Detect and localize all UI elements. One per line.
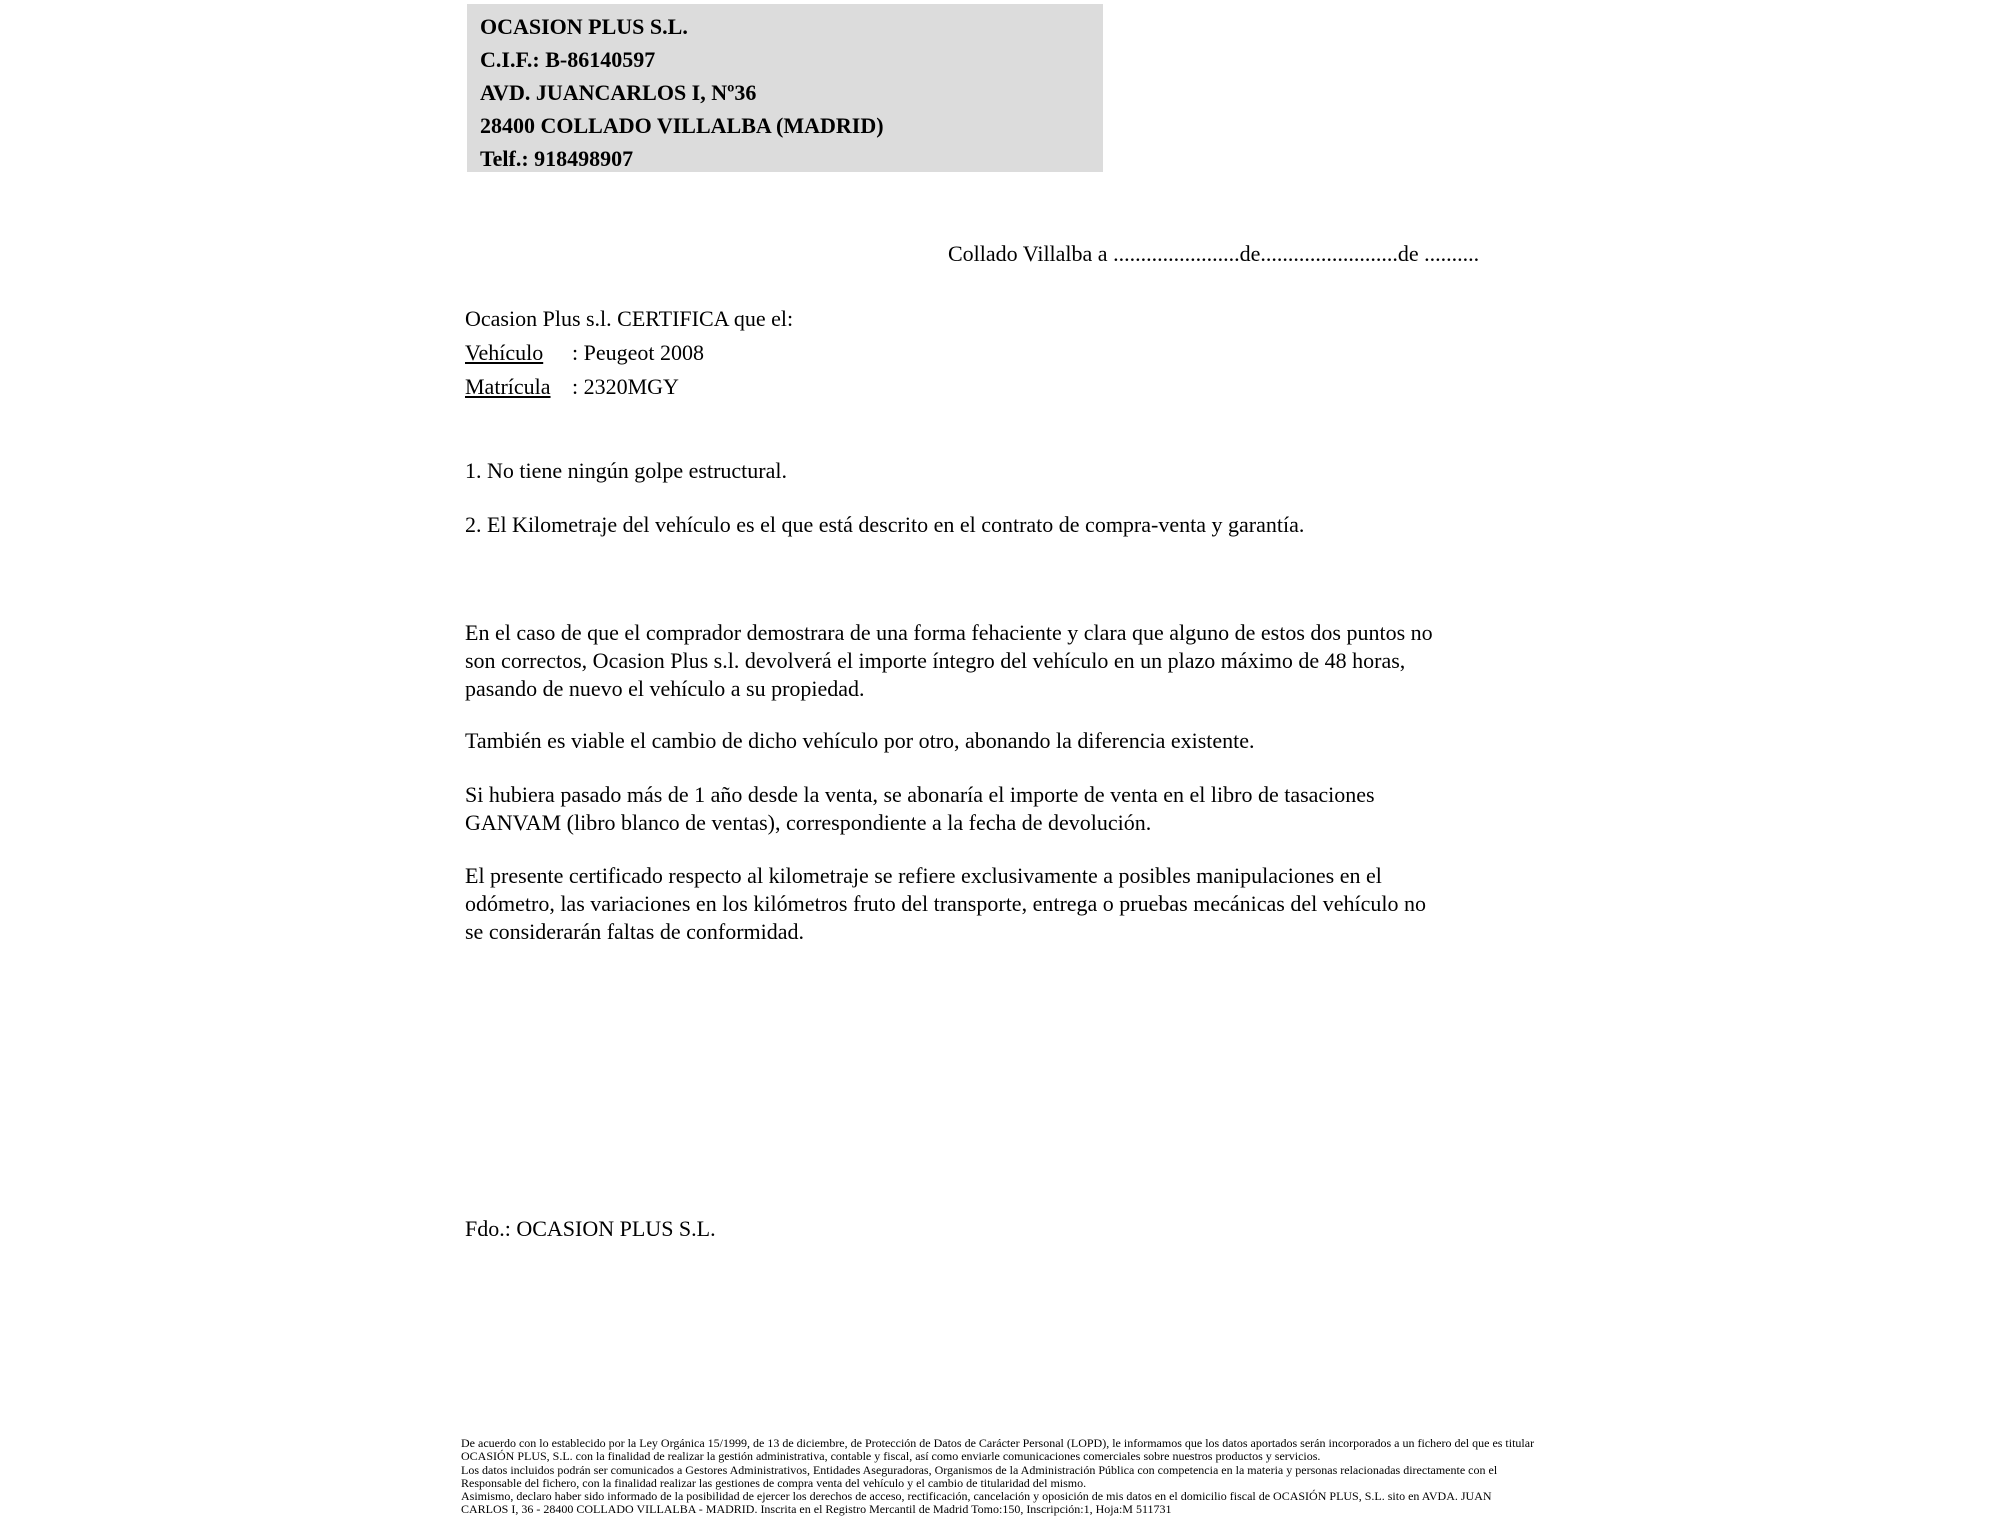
legal-line: Responsable del fichero, con la finalidad realizar las gestiones de compra venta del vehículo y el cambio de titularidad del mismo. xyxy=(461,1475,1087,1490)
paragraph-refund xyxy=(465,619,1433,703)
legal-line: CARLOS I, 36 - 28400 COLLADO VILLALBA - MADRID. Inscrita en el Registro Mercantil de Madrid Tomo:150, Inscripción:1, Hoja:M 511731 xyxy=(461,1502,1172,1517)
legal-line: Asimismo, declaro haber sido informado de la posibilidad de ejercer los derechos de acceso, rectificación, cancelación y oposición de mis datos en el domicilio fiscal de OCASIÓN PLUS, S.L. sito en AVDA. JUAN xyxy=(461,1489,1492,1504)
paragraph-refund-line: En el caso de que el comprador demostrara de una forma fehaciente y clara que alguno de estos dos puntos no xyxy=(465,620,1433,645)
paragraph-odometer xyxy=(465,862,1426,946)
paragraph-exchange-line: También es viable el cambio de dicho vehículo por otro, abonando la diferencia existente. xyxy=(465,728,1255,753)
date-line: Collado Villalba a .......................de.........................de .......... xyxy=(948,241,1480,266)
plate-label: Matrícula xyxy=(465,374,551,399)
plate-value: : 2320MGY xyxy=(572,374,679,399)
paragraph-ganvam-line: Si hubiera pasado más de 1 año desde la venta, se abonaría el importe de venta en el libro de tasaciones xyxy=(465,782,1375,807)
paragraph-ganvam-line: GANVAM (libro blanco de ventas), correspondiente a la fecha de devolución. xyxy=(465,810,1152,835)
vehicle-field xyxy=(465,336,793,370)
vehicle-value: : Peugeot 2008 xyxy=(572,340,704,365)
paragraph-refund-line: son correctos, Ocasion Plus s.l. devolverá el importe íntegro del vehículo en un plazo máximo de 48 horas, xyxy=(465,648,1406,673)
company-city: 28400 COLLADO VILLALBA (MADRID) xyxy=(480,113,884,138)
point-structural: 1. No tiene ningún golpe estructural. xyxy=(465,458,787,483)
paragraph-odometer-line: El presente certificado respecto al kilometraje se refiere exclusivamente a posibles manipulaciones en el xyxy=(465,863,1382,888)
company-name: OCASION PLUS S.L. xyxy=(480,14,688,39)
certify-intro: Ocasion Plus s.l. CERTIFICA que el: xyxy=(465,306,794,331)
signature-line: Fdo.: OCASION PLUS S.L. xyxy=(465,1216,716,1241)
legal-fine-print xyxy=(461,1437,1534,1517)
company-address: AVD. JUANCARLOS I, Nº36 xyxy=(480,80,757,105)
point-mileage: 2. El Kilometraje del vehículo es el que está descrito en el contrato de compra-venta y garantía. xyxy=(465,512,1305,537)
company-header-block xyxy=(467,4,1103,172)
company-phone: Telf.: 918498907 xyxy=(480,146,634,171)
certificate-block xyxy=(465,302,793,404)
vehicle-label: Vehículo xyxy=(465,340,544,365)
paragraph-odometer-line: odómetro, las variaciones en los kilómetros fruto del transporte, entrega o pruebas mecánicas del vehículo no xyxy=(465,891,1426,916)
paragraph-exchange xyxy=(465,727,1255,755)
paragraph-refund-line: pasando de nuevo el vehículo a su propiedad. xyxy=(465,676,865,701)
paragraph-ganvam xyxy=(465,781,1375,837)
legal-line: De acuerdo con lo establecido por la Ley Orgánica 15/1999, de 13 de diciembre, de Protección de Datos de Carácter Personal (LOPD), le informamos que los datos aportados serán incorporados a un fichero del que es titular xyxy=(461,1436,1535,1450)
company-cif: C.I.F.: B-86140597 xyxy=(480,47,656,72)
paragraph-odometer-line: se considerarán faltas de conformidad. xyxy=(465,919,805,944)
plate-field xyxy=(465,370,793,404)
legal-line: OCASIÓN PLUS, S.L. con la finalidad de realizar la gestión administrativa, contable y fiscal, así como enviarle comunicaciones comerciales sobre nuestros productos y servicios. xyxy=(461,1449,1321,1464)
legal-line: Los datos incluidos podrán ser comunicados a Gestores Administrativos, Entidades Aseguradoras, Organismos de la Administración Pública con competencia en la materia y personas relacionadas directamente con el xyxy=(461,1462,1498,1477)
